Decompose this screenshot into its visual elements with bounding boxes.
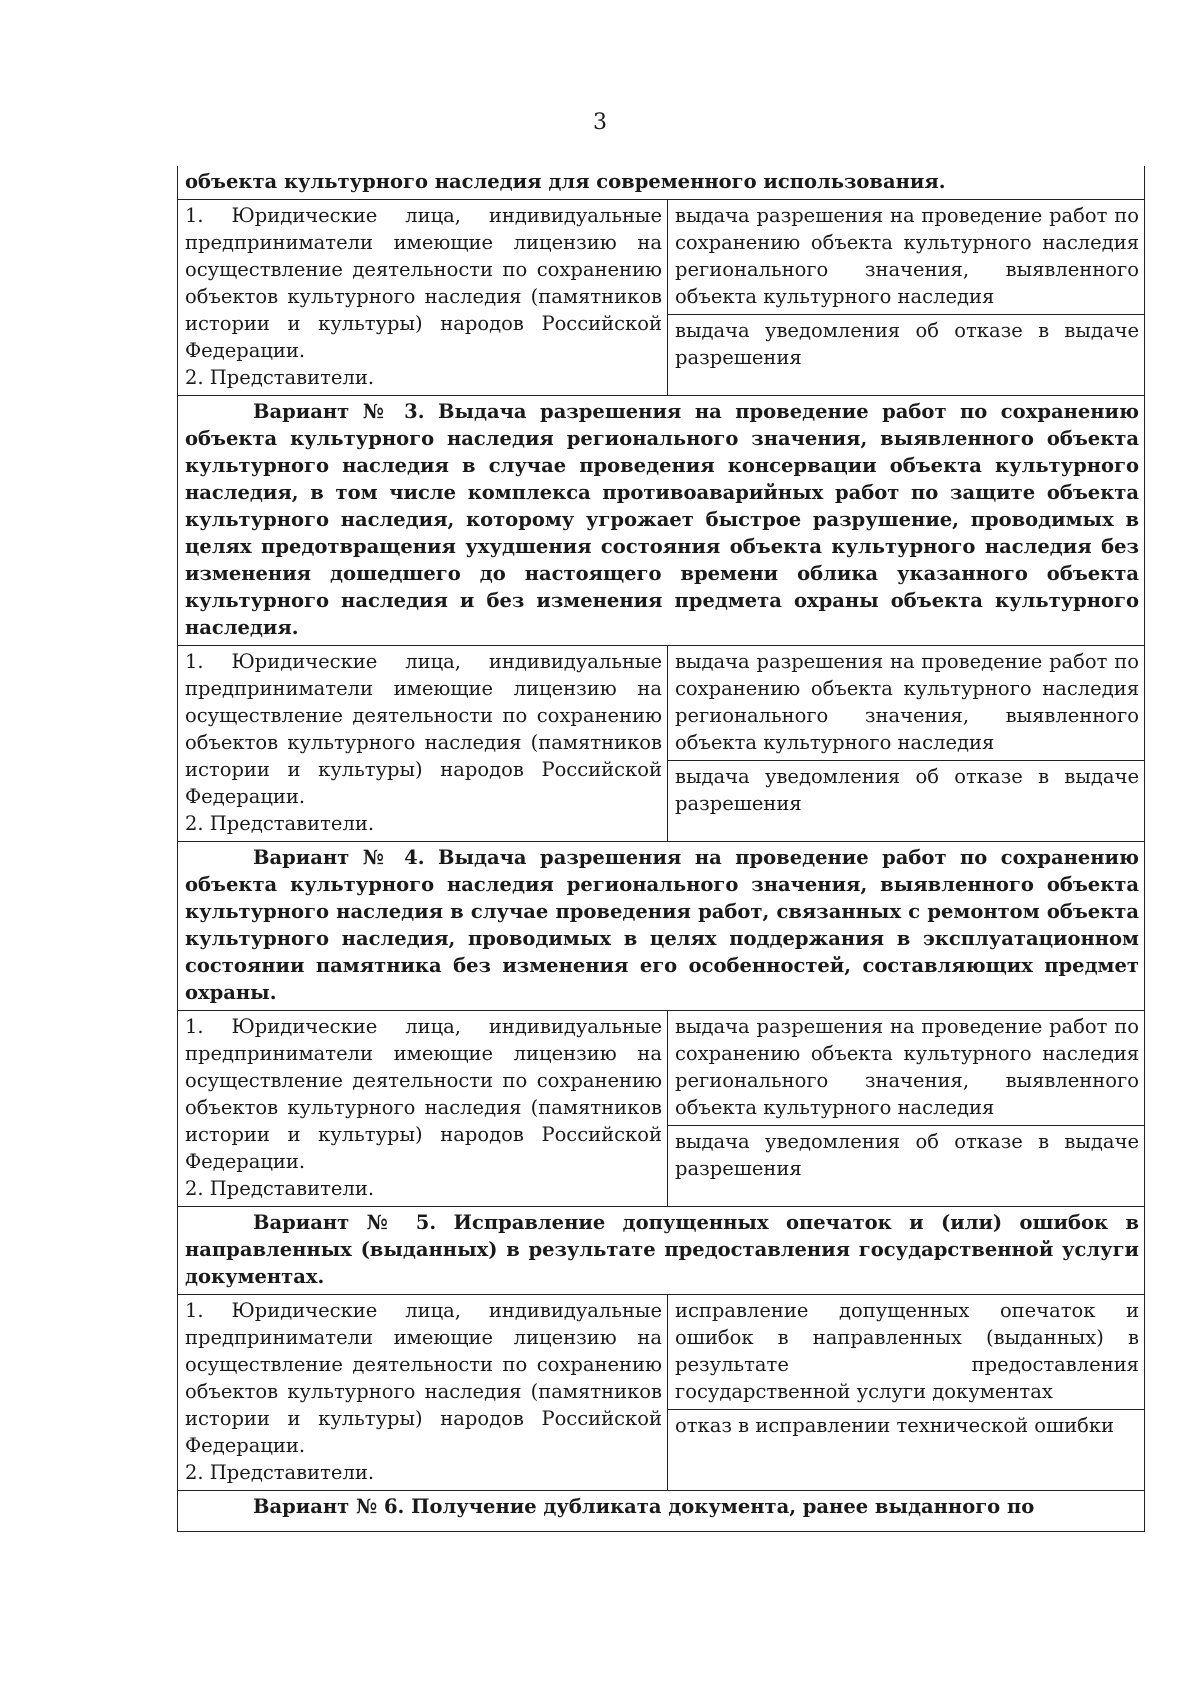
variant-heading: Вариант № 4. Выдача разрешения на проведение работ по сохранению объекта культурного наследия регионального значения, выявленного объекта культурного наследия в случае проведения работ, связанных с ремонтом объекта культурного наследия, проводимых в целях поддержания в эксплуатационном состоянии памятника без изменения его особенностей, составляющих предмет охраны. [178, 842, 1145, 1011]
applicant-text: 1. Юридические лица, индивидуальные предприниматели имеющие лицензию на осуществление деятельности по сохранению объектов культурного наследия (памятников истории и культуры) народов Российской Федерации. [185, 204, 662, 362]
variant-heading: Вариант № 6. Получение дубликата документа, ранее выданного по [178, 1491, 1145, 1532]
result-cell: выдача уведомления об отказе в выдаче разрешения [668, 761, 1145, 842]
applicant-cell [178, 200, 668, 396]
applicant-representatives: 2. Представители. [185, 366, 375, 389]
applicant-cell [178, 646, 668, 842]
applicant-text: 1. Юридические лица, индивидуальные предприниматели имеющие лицензию на осуществление деятельности по сохранению объектов культурного наследия (памятников истории и культуры) народов Российской Федерации. [185, 1299, 662, 1457]
variant-heading: Вариант № 5. Исправление допущенных опечаток и (или) ошибок в направленных (выданных) в результате предоставления государственной услуги документах. [178, 1207, 1145, 1295]
result-cell: выдача разрешения на проведение работ по сохранению объекта культурного наследия регионального значения, выявленного объекта культурного наследия [668, 1011, 1145, 1126]
heading-row [178, 396, 1145, 646]
applicant-cell [178, 1011, 668, 1207]
table-row [178, 646, 1145, 761]
heading-row [178, 1491, 1145, 1532]
heading-row [178, 1207, 1145, 1295]
applicant-cell [178, 1295, 668, 1491]
heading-row [178, 166, 1145, 200]
page-number: 3 [593, 110, 607, 135]
result-cell: исправление допущенных опечаток и ошибок в направленных (выданных) в результате предоставления государственной услуги документах [668, 1295, 1145, 1410]
result-cell: выдача уведомления об отказе в выдаче разрешения [668, 315, 1145, 396]
variants-table [177, 166, 1145, 1532]
heading-continuation: объекта культурного наследия для современного использования. [178, 166, 1145, 200]
table-row [178, 1011, 1145, 1126]
result-cell: выдача разрешения на проведение работ по сохранению объекта культурного наследия регионального значения, выявленного объекта культурного наследия [668, 200, 1145, 315]
heading-row [178, 842, 1145, 1011]
result-cell: отказ в исправлении технической ошибки [668, 1410, 1145, 1491]
applicant-text: 1. Юридические лица, индивидуальные предприниматели имеющие лицензию на осуществление деятельности по сохранению объектов культурного наследия (памятников истории и культуры) народов Российской Федерации. [185, 650, 662, 808]
applicant-representatives: 2. Представители. [185, 1461, 375, 1484]
applicant-representatives: 2. Представители. [185, 1177, 375, 1200]
result-cell: выдача уведомления об отказе в выдаче разрешения [668, 1126, 1145, 1207]
applicant-text: 1. Юридические лица, индивидуальные предприниматели имеющие лицензию на осуществление деятельности по сохранению объектов культурного наследия (памятников истории и культуры) народов Российской Федерации. [185, 1015, 662, 1173]
variant-heading: Вариант № 3. Выдача разрешения на проведение работ по сохранению объекта культурного наследия регионального значения, выявленного объекта культурного наследия в случае проведения консервации объекта культурного наследия, в том числе комплекса противоаварийных работ по защите объекта культурного наследия, которому угрожает быстрое разрушение, проводимых в целях предотвращения ухудшения состояния объекта культурного наследия без изменения дошедшего до настоящего времени облика указанного объекта культурного наследия и без изменения предмета охраны объекта культурного наследия. [178, 396, 1145, 646]
applicant-representatives: 2. Представители. [185, 812, 375, 835]
table-row [178, 200, 1145, 315]
table-row [178, 1295, 1145, 1410]
result-cell: выдача разрешения на проведение работ по сохранению объекта культурного наследия регионального значения, выявленного объекта культурного наследия [668, 646, 1145, 761]
